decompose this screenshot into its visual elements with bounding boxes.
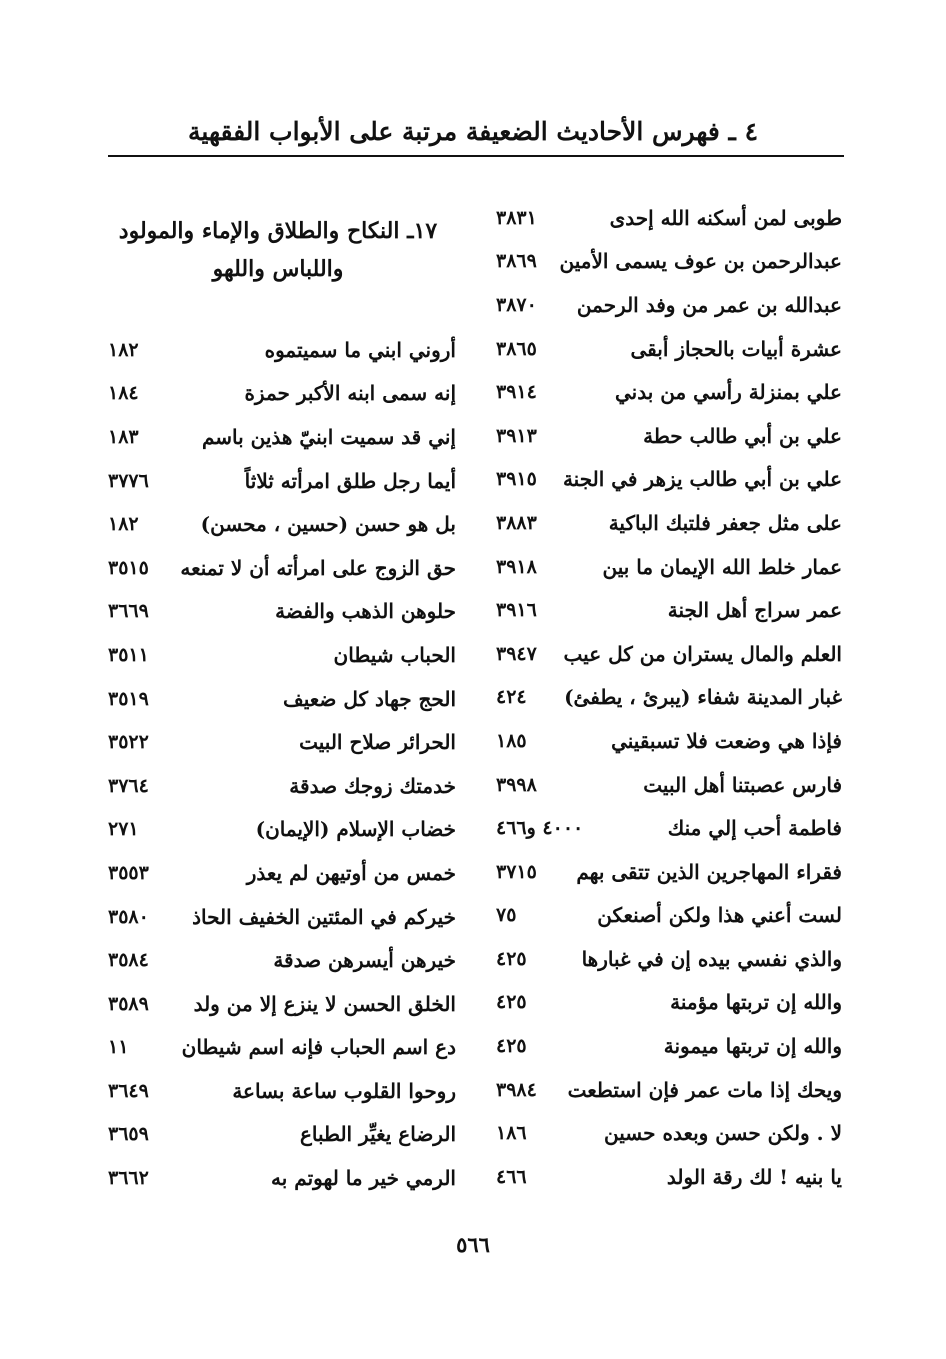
entry-number: ١٨٥ — [496, 729, 527, 752]
entry-text: فقراء المهاجرين الذين تتقى بهم — [576, 859, 842, 884]
entry-number: ٤٢٤ — [496, 686, 527, 709]
entry-number: ٣٨٦٥ — [496, 337, 537, 360]
index-entry — [488, 1111, 842, 1155]
entry-text: والله إن تربتها مؤمنة — [670, 990, 842, 1015]
index-entry — [100, 895, 456, 939]
index-entry — [100, 1156, 456, 1200]
entry-text: خدمتك زوجك صدقة — [289, 773, 456, 798]
page-number: ٥٦٦ — [456, 1232, 490, 1257]
index-entry — [488, 1024, 842, 1068]
index-entry — [488, 501, 842, 545]
entry-text: فارس عصبتنا أهل البيت — [643, 772, 842, 797]
index-entry — [100, 938, 456, 982]
index-entry — [100, 590, 456, 634]
entry-text: علي بمنزلة رأسي من بدني — [615, 380, 842, 405]
entry-number: ١١ — [108, 1036, 129, 1059]
entry-text: علي بن أبي طالب يزهر في الجنة — [562, 467, 842, 492]
index-entry — [100, 720, 456, 764]
entry-text: عبدالرحمن بن عوف يسمى الأمين — [559, 249, 842, 274]
index-entry — [488, 981, 842, 1025]
entry-number: ١٨٤ — [108, 382, 139, 405]
index-entry — [100, 677, 456, 721]
entry-text: الرمي خير ما لهوتم به — [271, 1166, 456, 1191]
entry-number: ٣٥٨٩ — [108, 992, 149, 1015]
entry-text: الحج جهاد كل ضعيف — [283, 686, 456, 711]
section-title: ١٧ـ النكاح والطلاق والإماء والمولود واللباس واللهو — [118, 218, 438, 282]
entry-text: خيرهن أيسرهن صدقة — [273, 948, 456, 973]
entry-number: ١٨٢ — [108, 513, 139, 536]
index-entry — [488, 240, 842, 284]
index-entry — [100, 982, 456, 1026]
left-column — [100, 212, 456, 1200]
index-entry — [488, 850, 842, 894]
index-entry — [100, 1113, 456, 1157]
entry-number: ٣٩١٤ — [496, 381, 537, 404]
entry-number: ٣٥١١ — [108, 643, 149, 666]
index-entry — [100, 372, 456, 416]
entry-text: دع اسم الحباب فإنه اسم شيطان — [181, 1035, 456, 1060]
entry-number: ٣٥٨٠ — [108, 905, 149, 928]
entry-text: إني قد سميت ابنيّ هذين باسم — [201, 424, 456, 449]
entry-number: ٢٧١ — [108, 818, 139, 841]
index-entry — [488, 676, 842, 720]
index-entry — [488, 196, 842, 240]
entry-number: ٧٥ — [496, 904, 517, 927]
entry-number: ٣٩٤٧ — [496, 642, 537, 665]
entry-text: ويحك إذا مات عمر فإن استطعت — [567, 1077, 842, 1102]
entry-number: ٣٦٤٩ — [108, 1079, 149, 1102]
entry-text: روحوا القلوب ساعة بساعة — [232, 1078, 456, 1103]
index-entry — [100, 502, 456, 546]
index-entry — [488, 806, 842, 850]
entry-text: حلوهن الذهب والفضة — [275, 599, 456, 624]
header-rule — [108, 155, 844, 157]
entry-number: ١٨٣ — [108, 425, 139, 448]
entry-text: خضاب الإسلام (الإيمان) — [255, 817, 456, 842]
entry-text: فاطمة أحب إلي منك — [667, 816, 842, 841]
entry-text: عشرة أبيات بالحجاز أبقى — [630, 336, 842, 361]
entry-number: ٣٥١٩ — [108, 687, 149, 710]
entry-text: عبدالله بن عمر من وفد الرحمن — [576, 292, 842, 317]
index-entry — [100, 764, 456, 808]
index-entry — [488, 283, 842, 327]
index-entry — [100, 1026, 456, 1070]
index-entry — [488, 545, 842, 589]
entry-text: حق الزوج على امرأته أن لا تمنعه — [180, 555, 456, 580]
entry-number: ٣٩٩٨ — [496, 773, 537, 796]
entry-text: الحباب شيطان — [333, 642, 456, 667]
index-entry — [100, 546, 456, 590]
entry-number: ٤٠٠٠ و٤٦٦ — [496, 817, 584, 840]
index-entry — [488, 327, 842, 371]
entry-text: أروني ابني ما سميتموه — [264, 337, 456, 362]
index-entry — [100, 851, 456, 895]
entry-number: ٣٩١٦ — [496, 599, 537, 622]
entry-text: أيما رجل طلق امرأته ثلاثاً — [244, 468, 456, 493]
index-entry — [488, 937, 842, 981]
entry-number: ٣٨٦٩ — [496, 250, 537, 273]
entry-number: ١٨٦ — [496, 1122, 527, 1145]
entry-number: ٣٥١٥ — [108, 556, 149, 579]
entry-number: ٤٢٥ — [496, 991, 527, 1014]
left-entries — [100, 328, 456, 1200]
entry-text: الحرائر صلاح البيت — [299, 730, 456, 755]
index-entry — [100, 328, 456, 372]
entry-text: الرضاع يغيِّر الطباع — [299, 1122, 456, 1147]
index-entry — [100, 1069, 456, 1113]
entry-text: عمار خلط الله الإيمان ما بين — [602, 554, 842, 579]
index-entry — [488, 763, 842, 807]
entry-text: لست أعني هذا ولكن أصنعكن — [597, 903, 842, 928]
entry-number: ٣٧٦٤ — [108, 774, 149, 797]
entry-number: ٤٢٥ — [496, 1035, 527, 1058]
entry-number: ٣٥٥٣ — [108, 861, 149, 884]
index-entry — [488, 1155, 842, 1199]
entry-number: ٣٥٢٢ — [108, 731, 149, 754]
index-entry — [488, 370, 842, 414]
entry-text: إنه سمى ابنه الأكبر حمزة — [244, 381, 456, 406]
page-header-title: ٤ ـ فهرس الأحاديث الضعيفة مرتبة على الأبواب الفقهية — [188, 117, 758, 146]
entry-number: ٣٩١٥ — [496, 468, 537, 491]
entry-number: ١٨٢ — [108, 338, 139, 361]
index-entry — [100, 415, 456, 459]
entry-text: لا . ولكن حسن وبعده حسين — [604, 1121, 842, 1146]
entry-number: ٤٢٥ — [496, 947, 527, 970]
index-entry — [100, 633, 456, 677]
index-entry — [488, 414, 842, 458]
entry-text: بل هو حسن (حسين ، محسن) — [200, 512, 456, 537]
entry-text: طوبى لمن أسكنه الله إحدى — [609, 205, 842, 230]
index-entry — [488, 719, 842, 763]
entry-text: والذي نفسي بيده إن في غبارها — [581, 946, 842, 971]
entry-number: ٣٨٨٣ — [496, 511, 537, 534]
entry-number: ٣٥٨٤ — [108, 949, 149, 972]
entry-text: خيركم في المئتين الخفيف الحاذ — [192, 904, 456, 929]
entry-number: ٣٧٧٦ — [108, 469, 149, 492]
entry-number: ٣٨٧٠ — [496, 293, 537, 316]
index-entry — [100, 808, 456, 852]
entry-text: يا بنيه ! لك رقة الولد — [666, 1164, 842, 1189]
index-entry — [100, 459, 456, 503]
entry-number: ٣٦٥٩ — [108, 1123, 149, 1146]
entry-number: ٤٦٦ — [496, 1165, 527, 1188]
entry-text: خمس من أوتيهن لم يعذر — [246, 860, 456, 885]
index-entry — [488, 458, 842, 502]
entry-text: العلم والمال يستران من كل عيب — [563, 641, 842, 666]
index-entry — [488, 1068, 842, 1112]
index-entry — [488, 632, 842, 676]
entry-number: ٣٦٦٢ — [108, 1167, 149, 1190]
entry-number: ٣٨٣١ — [496, 206, 537, 229]
entry-number: ٣٩١٣ — [496, 424, 537, 447]
entry-text: عمر سراج أهل الجنة — [667, 598, 842, 623]
entry-number: ٣٩١٨ — [496, 555, 537, 578]
right-column — [488, 196, 842, 1199]
entry-text: فإذا هي وضعت فلا تسبقيني — [611, 728, 842, 753]
entry-number: ٣٦٦٩ — [108, 600, 149, 623]
index-entry — [488, 588, 842, 632]
entry-text: غبار المدينة شفاء (يبرئ ، يطفئ) — [564, 685, 842, 710]
entry-text: الخلق الحسن لا ينزع إلا من ولد — [193, 991, 456, 1016]
index-entry — [488, 894, 842, 938]
entry-text: علي بن أبي طالب حطة — [643, 423, 842, 448]
entry-number: ٣٧١٥ — [496, 860, 537, 883]
entry-number: ٣٩٨٤ — [496, 1078, 537, 1101]
entry-text: والله إن تربتها ميمونة — [663, 1034, 842, 1059]
entry-text: على مثل جعفر فلتبك الباكية — [608, 510, 842, 535]
